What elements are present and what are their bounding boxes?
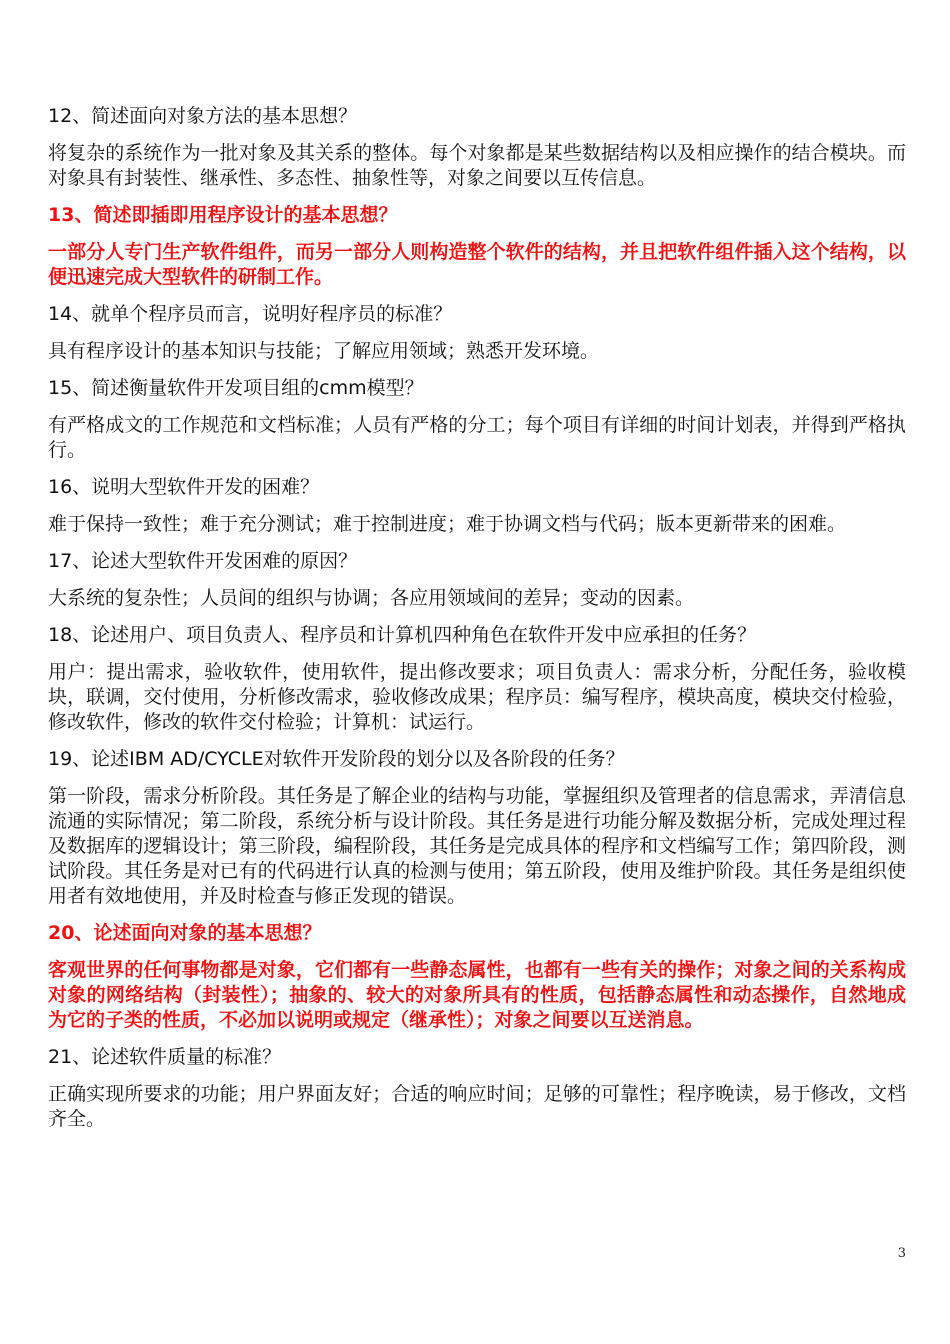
question-17: 17、论述大型软件开发困难的原因？ [48, 550, 358, 572]
answer-17: 大系统的复杂性；人员间的组织与协调；各应用领域间的差异；变动的因素。 [48, 587, 695, 609]
answer-13: 一部分人专门生产软件组件，而另一部分人则构造整个软件的结构，并且把软件组件插入这个结构，以便迅速完成大型软件的研制工作。 [48, 241, 906, 288]
question-15: 15、简述衡量软件开发项目组的cmm模型？ [48, 377, 424, 399]
question-19: 19、论述IBM AD/CYCLE对软件开发阶段的划分以及各阶段的任务？ [48, 748, 625, 770]
question-20: 20、论述面向对象的基本思想？ [48, 922, 322, 944]
question-14: 14、就单个程序员而言，说明好程序员的标准？ [48, 303, 453, 325]
document-body [48, 104, 906, 1144]
answer-19: 第一阶段，需求分析阶段。其任务是了解企业的结构与功能，掌握组织及管理者的信息需求，弄清信息流通的实际情况；第二阶段，系统分析与设计阶段。其任务是进行功能分解及数据分析，完成处理过程及数据库的逻辑设计；第三阶段，编程阶段，其任务是完成具体的程序和文档编写工作；第四阶段，测试阶段。其任务是对已有的代码进行认真的检测与使用；第五阶段，使用及维护阶段。其任务是组织使用者有效地使用，并及时检查与修正发现的错误。 [48, 785, 906, 907]
answer-21: 正确实现所要求的功能；用户界面友好；合适的响应时间；足够的可靠性；程序晚读，易于修改，文档齐全。 [48, 1083, 906, 1130]
question-21: 21、论述软件质量的标准？ [48, 1046, 282, 1068]
question-16: 16、说明大型软件开发的困难？ [48, 476, 320, 498]
answer-18: 用户：提出需求，验收软件，使用软件，提出修改要求；项目负责人：需求分析，分配任务，验收模块，联调，交付使用，分析修改需求，验收修改成果；程序员：编写程序，模块高度，模块交付检验，修改软件，修改的软件交付检验；计算机：试运行。 [48, 661, 906, 733]
question-12: 12、简述面向对象方法的基本思想？ [48, 105, 358, 127]
answer-15: 有严格成文的工作规范和文档标准；人员有严格的分工；每个项目有详细的时间计划表，并得到严格执行。 [48, 414, 906, 461]
page-number: 3 [897, 1246, 906, 1261]
answer-20: 客观世界的任何事物都是对象，它们都有一些静态属性，也都有一些有关的操作；对象之间的关系构成对象的网络结构（封装性）；抽象的、较大的对象所具有的性质，包括静态属性和动态操作，自然地成为它的子类的性质，不必加以说明或规定（继承性）；对象之间要以互送消息。 [48, 959, 906, 1031]
question-18: 18、论述用户、项目负责人、程序员和计算机四种角色在软件开发中应承担的任务？ [48, 624, 757, 646]
answer-14: 具有程序设计的基本知识与技能；了解应用领域；熟悉开发环境。 [48, 340, 600, 362]
answer-16: 难于保持一致性；难于充分测试；难于控制进度；难于协调文档与代码；版本更新带来的困难。 [48, 513, 847, 535]
answer-12: 将复杂的系统作为一批对象及其关系的整体。每个对象都是某些数据结构以及相应操作的结合模块。而对象具有封装性、继承性、多态性、抽象性等，对象之间要以互传信息。 [48, 142, 906, 189]
question-13: 13、简述即插即用程序设计的基本思想？ [48, 204, 398, 226]
